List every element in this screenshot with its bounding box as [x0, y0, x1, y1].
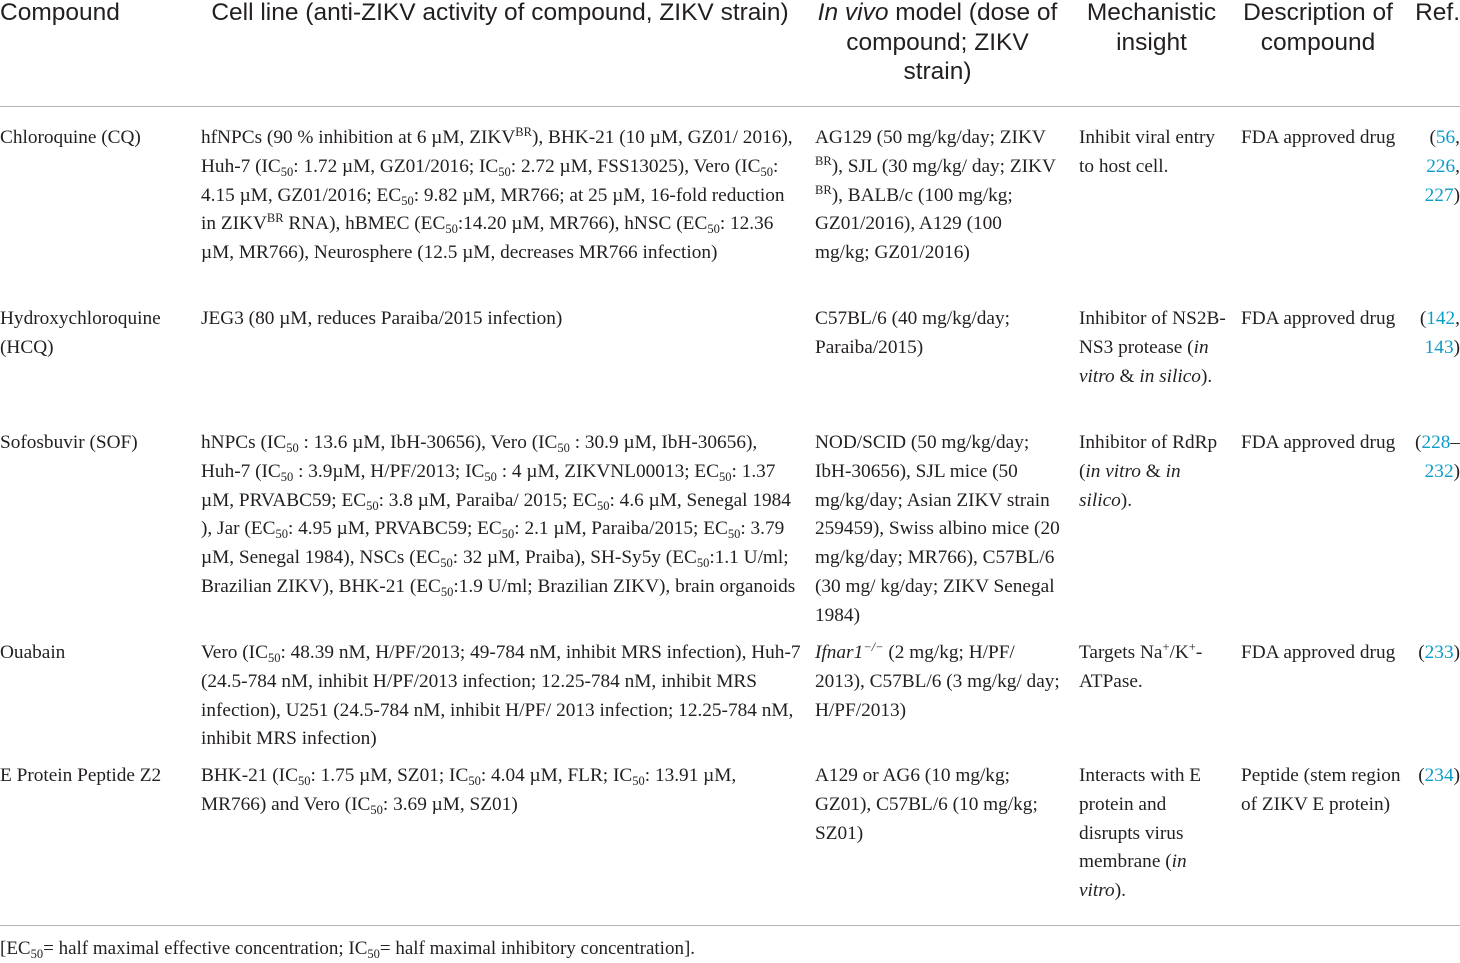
header-description: Description of compound: [1243, 0, 1393, 56]
footnote-sub: 50: [367, 947, 380, 961]
row-ref: (234): [1418, 765, 1460, 786]
row-cell-line: hNPCs ($IC_{50}$ : 13.6 µM, IbH-30656), Vero ($IC_{50}$ : 30.9 µM, IbH-30656), Huh-7 ($IC_{50}$ : 3.9µM, H/PF/2013; $IC_{50}$ : 4 µM, ZIKVNL00013; $EC_{50}$: 1.37 µM, PRVABC59; $EC_{50}$: 3.8 µM, Paraiba/ 2015; $EC_{50}$: 4.6 µM, Senegal 1984 ), Jar ($EC_{50}$: 4.95 µM, PRVABC59; $EC_{50}$: 2.1 µM, Paraiba/2015; $EC_{50}$: 3.79 µM, Senegal 1984), NSCs ($EC_{50}$: 32 µM, Praiba), SH-Sy5y ($EC_{50}:1.1$ U/ml; Brazilian ZIKV), BHK-21 ($EC_{50}:1.9$ U/ml; Brazilian ZIKV), brain organoids: [201, 432, 796, 599]
header-compound: Compound: [0, 0, 120, 26]
table-header: [0, 0, 1460, 106]
row-ref: (228– 232): [1415, 432, 1460, 482]
header-ref: Ref.: [1415, 0, 1460, 26]
row-in-vivo: AG129 (50 mg/kg/day; ZIKV $^{BR}$), SJL (30 mg/kg/ day; ZIKV $^{BR}$), BALB/c (100 mg/kg; GZ01/2016), A129 (100 mg/kg; GZ01/2016): [815, 127, 1056, 264]
table-footnote: [$EC_{50}=$ half maximal effective concentration; $IC_{50}=$ half maximal inhibitory concentration].: [0, 938, 696, 961]
ref-link[interactable]: 232: [1424, 460, 1454, 482]
row-compound: Hydroxychloroquine (HCQ): [0, 308, 161, 358]
footnote-ic-def: = half maximal inhibitory concentration].: [379, 938, 696, 959]
row-cell-line: JEG3 (80 µM, reduces Paraiba/2015 infection): [201, 308, 563, 329]
header-in-vivo-rest: model (dose of compound; ZIKV strain): [846, 0, 1058, 85]
row-cell-line: BHK-21 ($IC_{50}$: 1.75 µM, SZ01; $IC_{50}$: 4.04 µM, FLR; $IC_{50}$: 13.91 µM, MR766) and Vero ($IC_{50}$: 3.69 µM, SZ01): [201, 765, 737, 817]
ref-paren-open: (: [1429, 127, 1436, 148]
row-cell-line: hfNPCs (90 % inhibition at 6 µM, $ZIKV^{BR}$), BHK-21 (10 µM, GZ01/ 2016), Huh-7 ($IC_{50}$: 1.72 µM, GZ01/2016; $IC_{50}$: 2.72 µM, FSS13025), Vero ($IC_{50}$: 4.15 µM, GZ01/2016; $EC_{50}$: 9.82 µM, MR766; at 25 µM, 16-fold reduction in $ZIKV^{BR}$ RNA), hBMEC ($EC_{50}:14.20$ µM, MR766), hNSC ($EC_{50}$: 12.36 µM, MR766), Neurosphere (12.5 µM, decreases MR766 infection): [201, 125, 793, 264]
row-ref: (233): [1418, 642, 1460, 663]
ref-link[interactable]: 143: [1424, 336, 1454, 358]
header-in-vivo: [815, 0, 1060, 87]
footnote-ic: IC: [348, 938, 368, 959]
row-compound: Chloroquine (CQ): [0, 127, 141, 148]
row-ref: (142, 143): [1419, 308, 1460, 358]
row-in-vivo: A129 or AG6 (10 mg/kg; GZ01), C57BL/6 (10 mg/kg; SZ01): [815, 765, 1038, 844]
ref-link[interactable]: 142: [1426, 308, 1456, 329]
ref-link[interactable]: 226: [1426, 155, 1456, 177]
header-in-vivo-italic: In vivo: [817, 0, 889, 26]
row-mechanism: Inhibitor of RdRp (in vitro & in silico).: [1079, 432, 1218, 511]
row-description: FDA approved drug: [1241, 642, 1396, 663]
row-description: FDA approved drug: [1241, 308, 1396, 329]
row-in-vivo: C57BL/6 (40 mg/kg/day; Paraiba/2015): [815, 308, 1010, 358]
ref-link[interactable]: 56: [1435, 127, 1456, 148]
ref-link[interactable]: 233: [1424, 642, 1454, 663]
ref-paren-close: ): [1453, 184, 1460, 206]
row-ref: (56, 226, 227): [1424, 127, 1460, 206]
footnote-ec: EC: [6, 938, 31, 959]
row-mechanism: Inhibitor of NS2B-NS3 protease (in vitro & in silico).: [1079, 308, 1226, 387]
footer-divider: [0, 925, 1460, 926]
row-compound: Sofosbuvir (SOF): [0, 432, 138, 453]
row-description: FDA approved drug: [1241, 432, 1396, 453]
row-description: FDA approved drug: [1241, 127, 1396, 148]
header-cell-line: Cell line (anti-ZIKV activity of compound, ZIKV strain): [211, 0, 789, 26]
ref-link[interactable]: 228: [1421, 432, 1451, 453]
ref-link[interactable]: 227: [1424, 184, 1454, 206]
row-mechanism: Targets Na+/K+-ATPase.: [1079, 640, 1203, 692]
ref-link[interactable]: 234: [1424, 765, 1454, 786]
row-in-vivo: Ifnar1−/− (2 mg/kg; H/PF/ 2013), C57BL/6 (3 mg/kg/ day; H/PF/2013): [815, 640, 1060, 721]
row-description: Peptide (stem region of ZIKV E protein): [1241, 765, 1401, 815]
header-divider: [0, 106, 1460, 107]
footnote-sub: 50: [30, 947, 44, 961]
header-mechanism: Mechanistic insight: [1086, 0, 1217, 56]
footnote-ec-def: = half maximal effective concentration;: [43, 938, 349, 959]
row-mechanism: Inhibit viral entry to host cell.: [1079, 127, 1216, 177]
row-compound: E Protein Peptide Z2: [0, 765, 162, 786]
row-in-vivo: NOD/SCID (50 mg/kg/day; IbH-30656), SJL mice (50 mg/kg/day; Asian ZIKV strain 259459), Swiss albino mice (20 mg/kg/day; MR766), C57BL/6 (30 mg/ kg/day; ZIKV Senegal 1984): [815, 432, 1060, 626]
row-cell-line: Vero ($IC_{50}$: 48.39 nM, H/PF/2013; 49-784 nM, inhibit MRS infection), Huh-7 (24.5-784 nM, inhibit H/PF/2013 infection; 12.25-784 nM, inhibit MRS infection), U251 (24.5-784 nM, inhibit H/PF/ 2013 infection; 12.25-784 nM, inhibit MRS infection): [201, 642, 801, 750]
row-mechanism: Interacts with E protein and disrupts virus membrane (in vitro).: [1079, 765, 1202, 902]
row-compound: Ouabain: [0, 642, 66, 663]
